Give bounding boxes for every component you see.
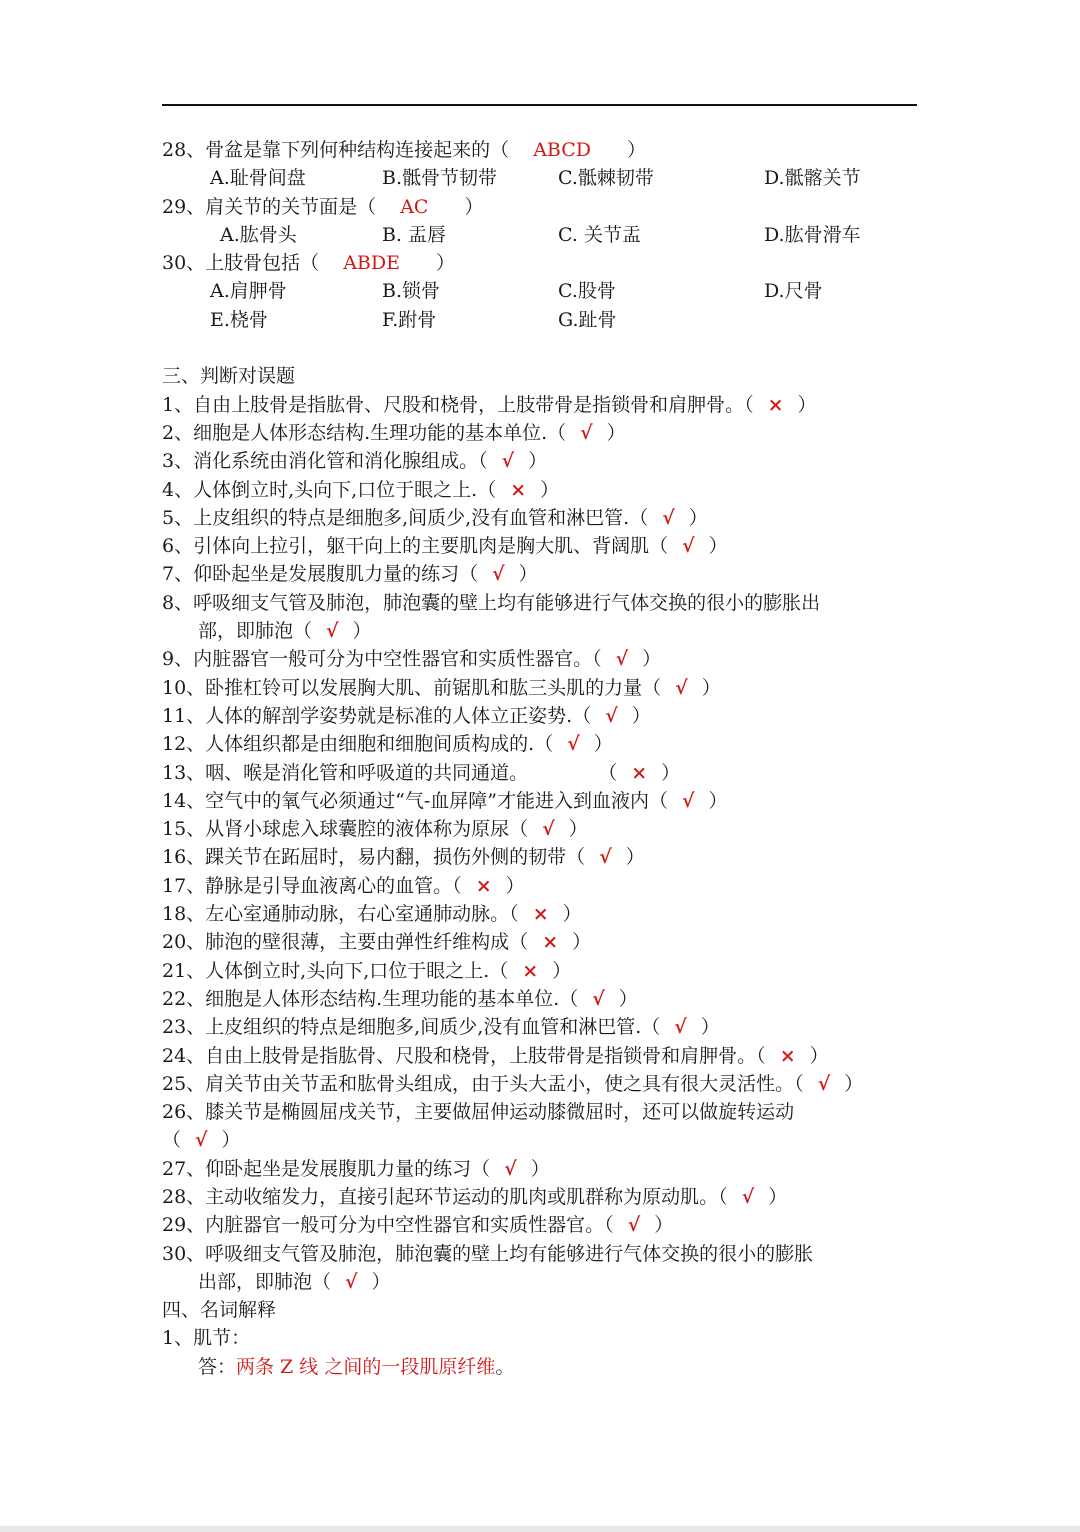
check-mark: √ — [592, 987, 605, 1010]
statement-text: 20、肺泡的壁很薄，主要由弹性纤维构成（ — [162, 931, 529, 954]
cross-mark: × — [510, 478, 527, 501]
option: A.肱骨头 — [220, 223, 297, 246]
tf-item — [162, 985, 922, 1013]
statement-text: 部，即肺泡（ — [198, 620, 313, 643]
statement-text: 9、内脏器官一般可分为中空性器官和实质性器官。（ — [162, 648, 602, 671]
tf-item — [162, 1126, 922, 1154]
close-paren: ） — [642, 648, 662, 671]
option: C. 关节盂 — [558, 223, 641, 246]
close-paren: ） — [352, 620, 372, 643]
close-paren: ） — [618, 987, 638, 1010]
close-paren: ） — [530, 1157, 550, 1180]
statement-text: 13、咽、喉是消化管和呼吸道的共同通道。 — [162, 761, 529, 784]
close-paren: ） — [552, 959, 572, 982]
option-row — [162, 164, 922, 192]
statement-text: 26、膝关节是椭圆屈戌关节，主要做屈伸运动膝微屈时，还可以做旋转运动 — [162, 1101, 795, 1124]
tf-item — [162, 730, 922, 758]
option: E.桡骨 — [210, 308, 268, 331]
check-mark: √ — [682, 789, 695, 812]
check-mark: √ — [567, 733, 580, 756]
close-paren: ） — [688, 506, 708, 529]
close-paren: ） — [631, 704, 651, 727]
tf-item — [162, 900, 922, 928]
statement-text: 25、肩关节由关节盂和肱骨头组成，由于头大盂小，使之具有很大灵活性。（ — [162, 1072, 804, 1095]
close-paren: ） — [606, 421, 626, 444]
tf-item — [162, 759, 922, 787]
scan-edge — [0, 1526, 1080, 1532]
tf-item — [162, 1155, 922, 1183]
cross-mark: × — [631, 761, 648, 784]
close-paren: ） — [540, 478, 560, 501]
check-mark: √ — [605, 704, 618, 727]
tf-item — [162, 447, 922, 475]
statement-text: 29、内脏器官一般可分为中空性器官和实质性器官。（ — [162, 1214, 614, 1237]
answer-label: 答： — [198, 1355, 237, 1378]
option: D.尺骨 — [764, 280, 823, 303]
tf-item — [162, 1240, 922, 1268]
tf-item — [162, 589, 922, 617]
tf-item — [162, 815, 922, 843]
section-title: 四、名词解释 — [162, 1299, 277, 1322]
close-paren: ） — [797, 393, 817, 416]
term-answer — [162, 1353, 922, 1381]
cross-mark: × — [522, 959, 539, 982]
tf-item — [162, 1268, 922, 1296]
option: D.骶髂关节 — [764, 167, 861, 190]
close-paren: ） — [371, 1270, 391, 1293]
option: A.肩胛骨 — [210, 280, 287, 303]
tf-item — [162, 702, 922, 730]
statement-text: 23、上皮组织的特点是细胞多,间质少,没有血管和淋巴管.（ — [162, 1016, 661, 1039]
tf-item — [162, 645, 922, 673]
tf-item — [162, 476, 922, 504]
close-paren: ） — [518, 563, 538, 586]
close-paren: ） — [625, 846, 645, 869]
answer-text: AC — [400, 195, 429, 218]
tf-item — [162, 1183, 922, 1211]
tf-item — [162, 617, 922, 645]
tf-item — [162, 1042, 922, 1070]
mc-question — [162, 136, 922, 164]
close-paren: ） — [528, 450, 548, 473]
close-paren: ） — [844, 1072, 864, 1095]
tf-item — [162, 787, 922, 815]
statement-text: 12、人体组织都是由细胞和细胞间质构成的.（ — [162, 733, 554, 756]
check-mark: √ — [615, 648, 629, 671]
check-mark: √ — [501, 450, 515, 473]
close-paren: ） — [701, 676, 721, 699]
tf-item — [162, 843, 922, 871]
option: A.耻骨间盘 — [210, 167, 306, 190]
close-paren: ） — [700, 1016, 720, 1039]
statement-text: 17、静脉是引导血液离心的血管。（ — [162, 874, 462, 897]
check-mark: √ — [674, 1016, 687, 1039]
check-mark: √ — [682, 535, 695, 558]
check-mark: √ — [345, 1270, 358, 1293]
mc-question — [162, 193, 922, 221]
close-paren: ） — [654, 1214, 674, 1237]
question-text: 30、上肢骨包括（ — [162, 252, 320, 275]
option-row — [162, 306, 922, 334]
header-rule — [162, 104, 917, 106]
statement-text: 28、主动收缩发力，直接引起环节运动的肌肉或肌群称为原动肌。（ — [162, 1185, 728, 1208]
tf-item — [162, 1013, 922, 1041]
term-item: 1、肌节： — [162, 1327, 251, 1350]
statement-text: 15、从肾小球虑入球囊腔的液体称为原尿（ — [162, 818, 529, 841]
check-mark: √ — [326, 620, 339, 643]
section-title: 三、判断对误题 — [162, 365, 296, 388]
statement-text: （ — [162, 1129, 182, 1152]
open-paren: （ — [598, 761, 618, 784]
tf-item — [162, 872, 922, 900]
option: B. 盂唇 — [382, 223, 447, 246]
answer-end: 。 — [495, 1355, 515, 1378]
statement-text: 1、自由上肢骨是指肱骨、尺股和桡骨，上肢带骨是指锁骨和肩胛骨。（ — [162, 393, 754, 416]
tf-item — [162, 1098, 922, 1126]
option: B.锁骨 — [382, 280, 441, 303]
close-paren: ） — [708, 535, 728, 558]
statement-text: 4、人体倒立时,头向下,口位于眼之上.（ — [162, 478, 497, 501]
check-mark: √ — [741, 1185, 755, 1208]
option: F.跗骨 — [382, 308, 437, 331]
check-mark: √ — [599, 846, 612, 869]
statement-text: 2、细胞是人体形态结构.生理功能的基本单位.（ — [162, 421, 567, 444]
check-mark: √ — [675, 676, 688, 699]
close-paren: ） — [661, 761, 681, 784]
check-mark: √ — [662, 506, 675, 529]
check-mark: √ — [627, 1214, 641, 1237]
close-paren: ） — [572, 931, 592, 954]
close-paren: ） — [568, 818, 588, 841]
check-mark: √ — [580, 421, 593, 444]
mc-question — [162, 249, 922, 277]
close-paren: ） — [562, 903, 582, 926]
statement-text: 10、卧推杠铃可以发展胸大肌、前锯肌和肱三头肌的力量（ — [162, 676, 662, 699]
tf-item — [162, 560, 922, 588]
answer-text: 两条 Z 线 之间的一段肌原纤维 — [236, 1355, 496, 1378]
statement-text: 5、上皮组织的特点是细胞多,间质少,没有血管和淋巴管.（ — [162, 506, 649, 529]
tf-item — [162, 957, 922, 985]
statement-text: 6、引体向上拉引，躯干向上的主要肌肉是胸大肌、背阔肌（ — [162, 535, 669, 558]
statement-text: 7、仰卧起坐是发展腹肌力量的练习（ — [162, 563, 479, 586]
close-paren: ） — [627, 139, 647, 161]
cross-mark: × — [532, 903, 549, 926]
cross-mark: × — [767, 393, 784, 416]
statement-text: 21、人体倒立时,头向下,口位于眼之上.（ — [162, 959, 509, 982]
statement-text: 27、仰卧起坐是发展腹肌力量的练习（ — [162, 1157, 491, 1180]
option: C.股骨 — [558, 280, 616, 303]
close-paren: ） — [505, 874, 525, 897]
option: G.趾骨 — [558, 308, 617, 331]
answer-text: ABDE — [343, 252, 400, 275]
tf-item — [162, 532, 922, 560]
option: D.肱骨滑车 — [764, 223, 861, 246]
close-paren: ） — [464, 195, 484, 218]
question-text: 29、肩关节的关节面是（ — [162, 195, 377, 218]
close-paren: ） — [768, 1185, 788, 1208]
statement-text: 24、自由上肢骨是指肱骨、尺股和桡骨，上肢带骨是指锁骨和肩胛骨。（ — [162, 1044, 766, 1067]
close-paren: ） — [708, 789, 728, 812]
statement-text: 16、踝关节在跖屈时，易内翻，损伤外侧的韧带（ — [162, 846, 586, 869]
cross-mark: × — [779, 1044, 796, 1067]
close-paren: ） — [593, 733, 613, 756]
option-row — [162, 277, 922, 305]
answer-text: ABCD — [533, 139, 591, 161]
option-row — [162, 221, 922, 249]
statement-text: 11、人体的解剖学姿势就是标准的人体立正姿势.（ — [162, 704, 592, 727]
tf-item — [162, 674, 922, 702]
check-mark: √ — [195, 1129, 208, 1152]
statement-text: 8、呼吸细支气管及肺泡，肺泡囊的壁上均有能够进行气体交换的很小的膨胀出 — [162, 591, 821, 614]
close-paren: ） — [435, 252, 455, 275]
check-mark: √ — [504, 1157, 517, 1180]
option: C.骶棘韧带 — [558, 167, 654, 190]
statement-text: 3、消化系统由消化管和消化腺组成。（ — [162, 450, 488, 473]
tf-item — [162, 1211, 922, 1239]
cross-mark: × — [542, 931, 559, 954]
document-content — [162, 136, 922, 1381]
tf-item — [162, 928, 922, 956]
tf-item — [162, 419, 922, 447]
tf-item — [162, 1070, 922, 1098]
tf-item — [162, 391, 922, 419]
tf-item — [162, 504, 922, 532]
question-text: 28、骨盆是靠下列何种结构连接起来的（ — [162, 139, 510, 161]
option: B.骶骨节韧带 — [382, 167, 498, 190]
statement-text: 出部，即肺泡（ — [198, 1270, 332, 1293]
statement-text: 30、呼吸细支气管及肺泡，肺泡囊的壁上均有能够进行气体交换的很小的膨胀 — [162, 1242, 814, 1265]
statement-text: 22、细胞是人体形态结构.生理功能的基本单位.（ — [162, 987, 579, 1010]
cross-mark: × — [475, 874, 492, 897]
check-mark: √ — [542, 818, 555, 841]
close-paren: ） — [809, 1044, 829, 1067]
close-paren: ） — [221, 1129, 241, 1152]
check-mark: √ — [817, 1072, 831, 1095]
check-mark: √ — [492, 563, 505, 586]
statement-text: 14、空气中的氧气必须通过“气-血屏障”才能进入到血液内（ — [162, 789, 669, 812]
spacer — [162, 334, 922, 362]
statement-text: 18、左心室通肺动脉，右心室通肺动脉。（ — [162, 903, 519, 926]
